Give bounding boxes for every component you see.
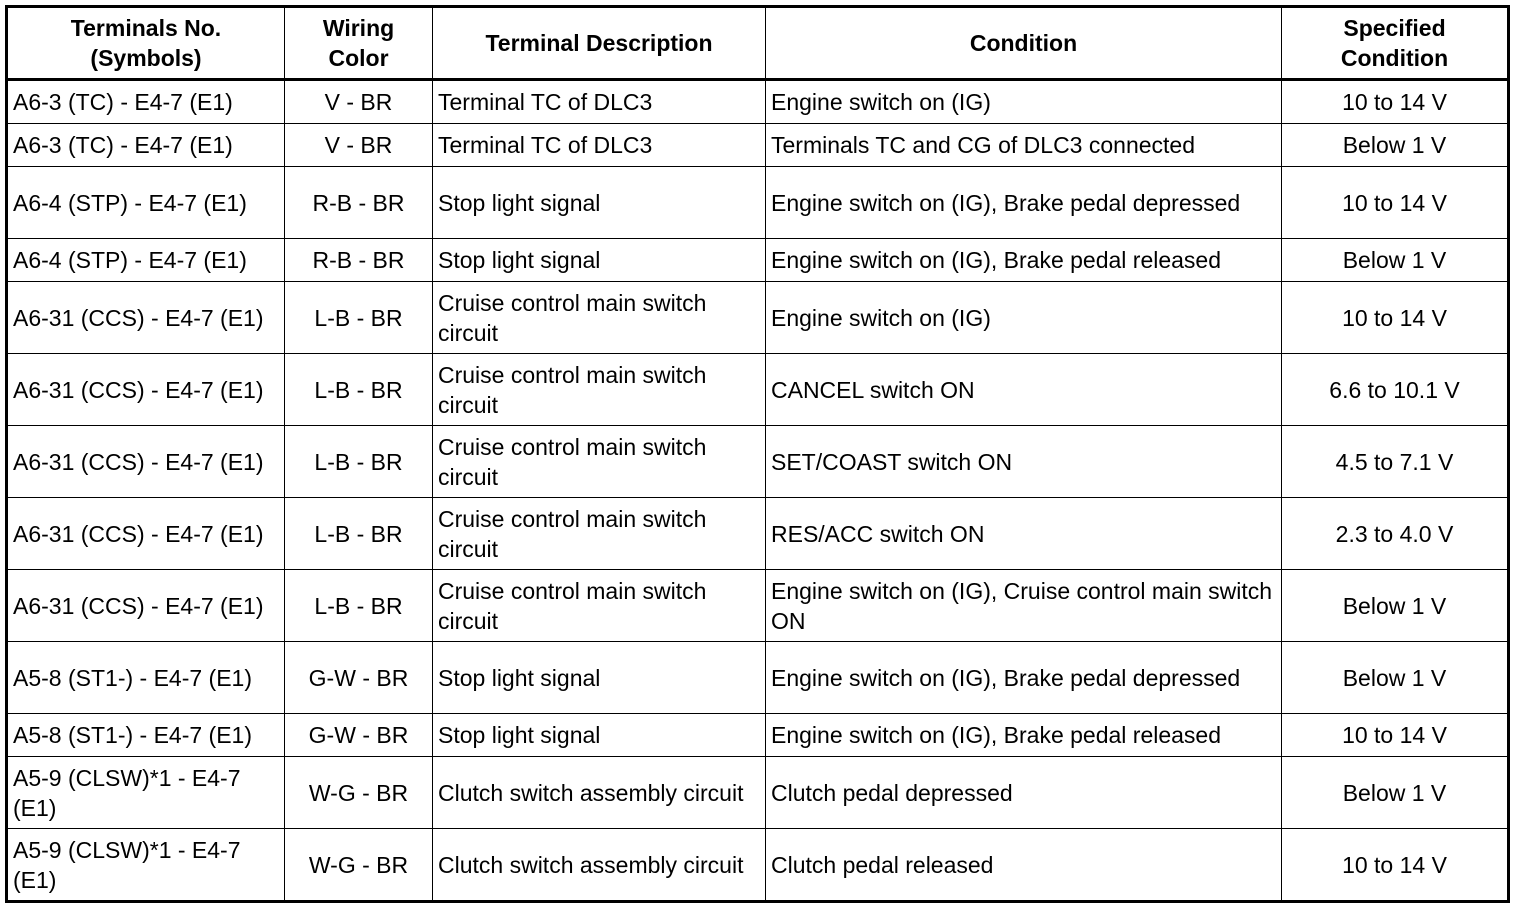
cell-condition: Terminals TC and CG of DLC3 connected	[766, 124, 1282, 167]
header-specified-condition-line1: Specified	[1343, 15, 1446, 41]
cell-wiring-color: V - BR	[285, 80, 433, 124]
cell-specified: 10 to 14 V	[1282, 167, 1509, 239]
cell-specified: Below 1 V	[1282, 124, 1509, 167]
cell-description: Terminal TC of DLC3	[433, 124, 766, 167]
header-wiring-color	[285, 7, 433, 80]
header-specified-condition-line2: Condition	[1340, 45, 1449, 71]
header-wiring-color-line1: Wiring	[322, 15, 395, 41]
cell-specified: 10 to 14 V	[1282, 282, 1509, 354]
cell-specified: Below 1 V	[1282, 239, 1509, 282]
table-row	[7, 570, 1509, 642]
cell-wiring-color: W-G - BR	[285, 757, 433, 829]
terminal-spec-table-container	[5, 5, 1507, 903]
cell-description: Cruise control main switch circuit	[433, 426, 766, 498]
cell-terminal: A6-3 (TC) - E4-7 (E1)	[7, 124, 285, 167]
cell-terminal: A6-4 (STP) - E4-7 (E1)	[7, 167, 285, 239]
cell-condition: Engine switch on (IG), Brake pedal released	[766, 239, 1282, 282]
cell-condition: Engine switch on (IG), Brake pedal depressed	[766, 642, 1282, 714]
cell-terminal: A5-8 (ST1-) - E4-7 (E1)	[7, 642, 285, 714]
cell-description: Stop light signal	[433, 239, 766, 282]
cell-description: Clutch switch assembly circuit	[433, 757, 766, 829]
header-terminals-no-line2: (Symbols)	[90, 45, 202, 71]
cell-specified: 10 to 14 V	[1282, 714, 1509, 757]
cell-description: Stop light signal	[433, 167, 766, 239]
cell-wiring-color: R-B - BR	[285, 239, 433, 282]
table-row	[7, 714, 1509, 757]
table-row	[7, 239, 1509, 282]
cell-wiring-color: R-B - BR	[285, 167, 433, 239]
cell-wiring-color: L-B - BR	[285, 498, 433, 570]
cell-condition: Clutch pedal depressed	[766, 757, 1282, 829]
table-row	[7, 757, 1509, 829]
cell-description: Cruise control main switch circuit	[433, 498, 766, 570]
cell-specified: 2.3 to 4.0 V	[1282, 498, 1509, 570]
cell-specified: Below 1 V	[1282, 570, 1509, 642]
table-row	[7, 282, 1509, 354]
cell-wiring-color: L-B - BR	[285, 426, 433, 498]
cell-condition: Engine switch on (IG), Cruise control main switch ON	[766, 570, 1282, 642]
cell-wiring-color: G-W - BR	[285, 714, 433, 757]
header-terminals-no-line1: Terminals No.	[70, 15, 222, 41]
cell-terminal: A6-4 (STP) - E4-7 (E1)	[7, 239, 285, 282]
table-row	[7, 642, 1509, 714]
cell-description: Cruise control main switch circuit	[433, 354, 766, 426]
table-header-row	[7, 7, 1509, 80]
cell-description: Clutch switch assembly circuit	[433, 829, 766, 902]
cell-terminal: A5-8 (ST1-) - E4-7 (E1)	[7, 714, 285, 757]
cell-description: Stop light signal	[433, 642, 766, 714]
table-row	[7, 829, 1509, 902]
cell-specified: Below 1 V	[1282, 757, 1509, 829]
table-row	[7, 124, 1509, 167]
table-row	[7, 426, 1509, 498]
cell-description: Stop light signal	[433, 714, 766, 757]
header-terminal-description: Terminal Description	[433, 7, 766, 80]
cell-specified: Below 1 V	[1282, 642, 1509, 714]
cell-condition: Clutch pedal released	[766, 829, 1282, 902]
cell-condition: Engine switch on (IG)	[766, 282, 1282, 354]
cell-condition: Engine switch on (IG)	[766, 80, 1282, 124]
cell-condition: RES/ACC switch ON	[766, 498, 1282, 570]
cell-description: Terminal TC of DLC3	[433, 80, 766, 124]
table-row	[7, 80, 1509, 124]
cell-terminal: A6-3 (TC) - E4-7 (E1)	[7, 80, 285, 124]
cell-wiring-color: G-W - BR	[285, 642, 433, 714]
cell-terminal: A6-31 (CCS) - E4-7 (E1)	[7, 282, 285, 354]
cell-wiring-color: V - BR	[285, 124, 433, 167]
cell-terminal: A6-31 (CCS) - E4-7 (E1)	[7, 570, 285, 642]
table-row	[7, 498, 1509, 570]
cell-specified: 10 to 14 V	[1282, 829, 1509, 902]
cell-condition: SET/COAST switch ON	[766, 426, 1282, 498]
header-terminals-no	[7, 7, 285, 80]
cell-description: Cruise control main switch circuit	[433, 570, 766, 642]
cell-wiring-color: L-B - BR	[285, 282, 433, 354]
cell-terminal: A6-31 (CCS) - E4-7 (E1)	[7, 354, 285, 426]
cell-wiring-color: W-G - BR	[285, 829, 433, 902]
cell-wiring-color: L-B - BR	[285, 570, 433, 642]
cell-description: Cruise control main switch circuit	[433, 282, 766, 354]
cell-specified: 6.6 to 10.1 V	[1282, 354, 1509, 426]
cell-wiring-color: L-B - BR	[285, 354, 433, 426]
cell-specified: 4.5 to 7.1 V	[1282, 426, 1509, 498]
terminal-spec-table	[5, 5, 1510, 903]
header-specified-condition	[1282, 7, 1509, 80]
cell-condition: Engine switch on (IG), Brake pedal depressed	[766, 167, 1282, 239]
cell-terminal: A6-31 (CCS) - E4-7 (E1)	[7, 426, 285, 498]
cell-specified: 10 to 14 V	[1282, 80, 1509, 124]
header-condition: Condition	[766, 7, 1282, 80]
header-wiring-color-line2: Color	[328, 45, 389, 71]
table-row	[7, 354, 1509, 426]
cell-condition: Engine switch on (IG), Brake pedal released	[766, 714, 1282, 757]
cell-terminal: A5-9 (CLSW)*1 - E4-7 (E1)	[7, 757, 285, 829]
cell-terminal: A5-9 (CLSW)*1 - E4-7 (E1)	[7, 829, 285, 902]
table-row	[7, 167, 1509, 239]
cell-condition: CANCEL switch ON	[766, 354, 1282, 426]
cell-terminal: A6-31 (CCS) - E4-7 (E1)	[7, 498, 285, 570]
